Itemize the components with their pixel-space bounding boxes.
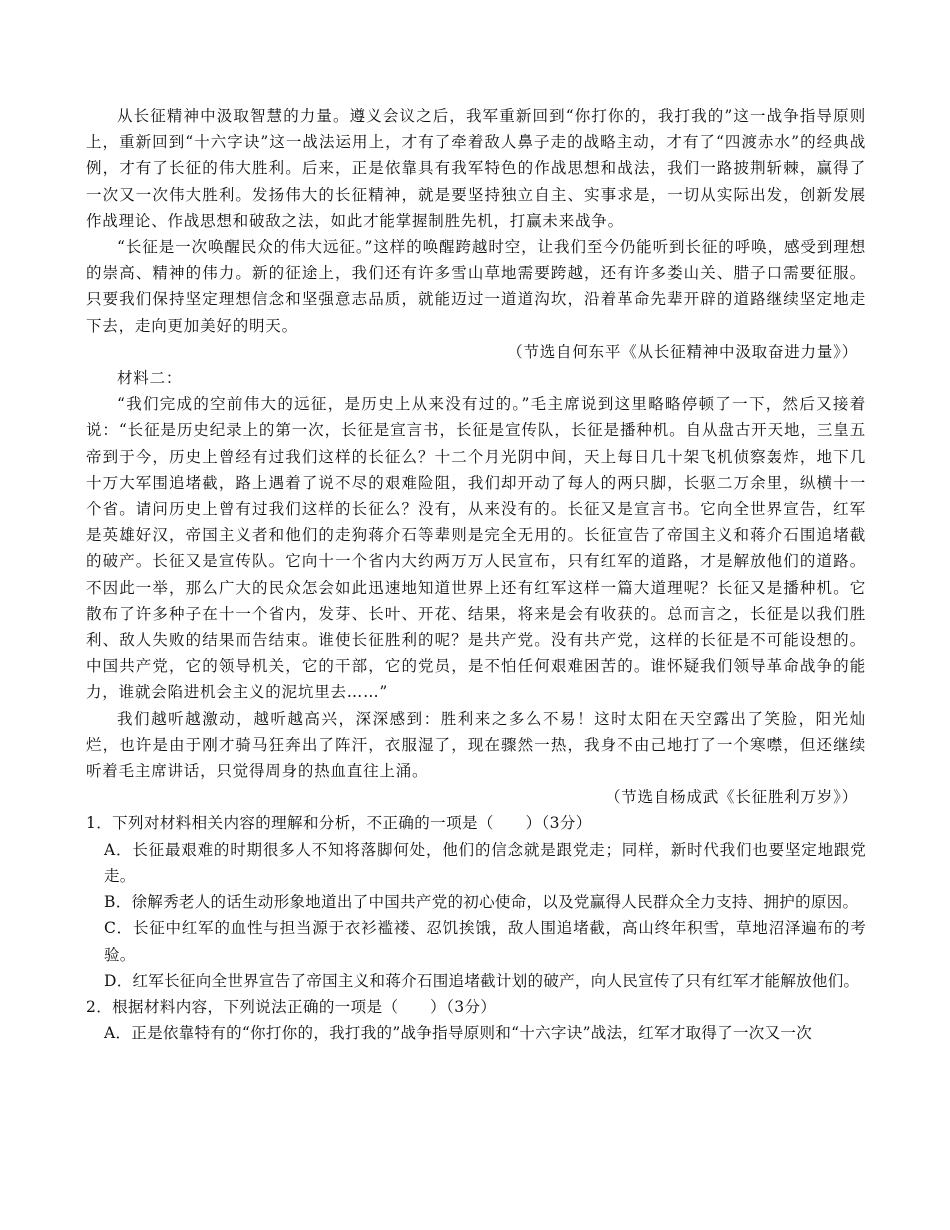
material2-paragraph-2: 我们越听越激动，越听越高兴，深深感到：胜利来之多么不易！这时太阳在天空露出了笑脸，阳光灿烂，也许是由于刚才骑马狂奔出了阵汗，衣服湿了，现在骤然一热，我身不由己地打了一个寒噤，但还继续听着毛主席讲话，只觉得周身的热血直往上涌。 <box>86 709 866 781</box>
question-2-stem: 2．根据材料内容，下列说法正确的一项是（ ）（3分） <box>86 997 497 1016</box>
material2-label: 材料二： <box>117 369 183 388</box>
question-2-option-a: A．正是依靠特有的“你打你的，我打我的”战争指导原则和“十六字诀”战法，红军才取得了一次又一次 <box>104 1024 812 1043</box>
question-1-option-b: B．徐解秀老人的话生动形象地道出了中国共产党的初心使命，以及党赢得人民群众全力支持、拥护的原因。 <box>104 893 859 912</box>
material1-paragraph-1: 从长征精神中汲取智慧的力量。遵义会议之后，我军重新回到“你打你的，我打我的”这一战争指导原则上，重新回到“十六字诀”这一战法运用上，才有了牵着敌人鼻子走的战略主动，才有了“四渡赤水”的经典战例，才有了长征的伟大胜利。后来，正是依靠具有我军特色的作战思想和战法，我们一路披荆斩棘，赢得了一次又一次伟大胜利。发扬伟大的长征精神，就是要坚持独立自主、实事求是，一切从实际出发，创新发展作战理论、作战思想和破敌之法，如此才能掌握制胜先机，打赢未来战争。 <box>86 107 866 230</box>
material2-paragraph-1: “我们完成的空前伟大的远征，是历史上从来没有过的。”毛主席说到这里略略停顿了一下，然后又接着说：“长征是历史纪录上的第一次，长征是宣言书，长征是宣传队，长征是播种机。自从盘古开天地，三皇五帝到于今，历史上曾经有过我们这样的长征么？十二个月光阴中间，天上每日几十架飞机侦察轰炸，地下几十万大军围追堵截，路上遇着了说不尽的艰难险阻，我们却开动了每人的两只脚，长驱二万余里，纵横十一个省。请问历史上曾有过我们这样的长征么？没有，从来没有的。长征又是宣言书。它向全世界宣告，红军是英雄好汉，帝国主义者和他们的走狗蒋介石等辈则是完全无用的。长征宣告了帝国主义和蒋介石围追堵截的破产。长征又是宣传队。它向十一个省内大约两万万人民宣布，只有红军的道路，才是解放他们的道路。不因此一举，那么广大的民众怎会如此迅速地知道世界上还有红军这样一篇大道理呢？长征又是播种机。它散布了许多种子在十一个省内，发芽、长叶、开花、结果，将来是会有收获的。总而言之，长征是以我们胜利、敌人失败的结果而告结束。谁使长征胜利的呢？是共产党。没有共产党，这样的长征是不可能设想的。中国共产党，它的领导机关，它的干部，它的党员，是不怕任何艰难困苦的。谁怀疑我们领导革命战争的能力，谁就会陷进机会主义的泥坑里去……” <box>86 395 866 702</box>
question-1 <box>86 810 866 993</box>
material1-source: （节选自何东平《从长征精神中汲取奋进力量》） <box>507 342 858 361</box>
question-2 <box>86 994 866 1046</box>
question-1-option-a: A．长征最艰难的时期很多人不知将落脚何处，他们的信念就是跟党走；同样，新时代我们也要坚定地跟党走。 <box>104 840 866 885</box>
document-page <box>86 103 866 1046</box>
material1-paragraph-2: “长征是一次唤醒民众的伟大远征。”这样的唤醒跨越时空，让我们至今仍能听到长征的呼唤，感受到理想的崇高、精神的伟力。新的征途上，我们还有许多雪山草地需要跨越，还有许多娄山关、腊子口需要征服。只要我们保持坚定理想信念和坚强意志品质，就能迈过一道道沟坎，沿着革命先辈开辟的道路继续坚定地走下去，走向更加美好的明天。 <box>86 238 866 335</box>
question-1-option-d: D．红军长征向全世界宣告了帝国主义和蒋介石围追堵截计划的破产，向人民宣传了只有红军才能解放他们。 <box>104 971 860 990</box>
question-1-stem: 1．下列对材料相关内容的理解和分析，不正确的一项是（ ）（3分） <box>86 814 592 833</box>
question-1-option-c: C．长征中红军的血性与担当源于衣衫褴褛、忍饥挨饿，敌人围追堵截，高山终年积雪，草地沼泽遍布的考验。 <box>104 919 866 964</box>
material2-source: （节选自杨成武《长征胜利万岁》） <box>604 788 858 807</box>
